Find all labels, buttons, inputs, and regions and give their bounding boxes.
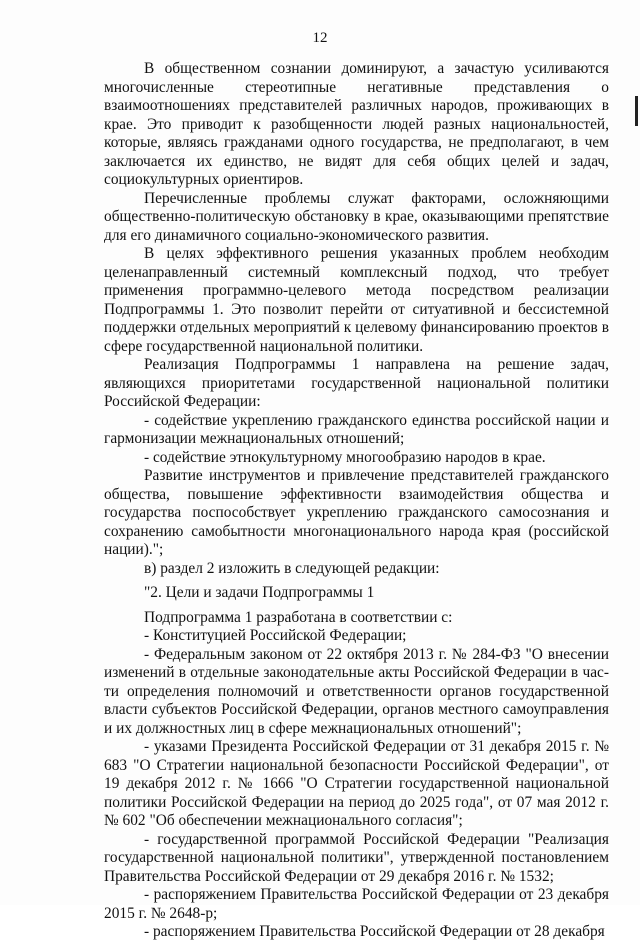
paragraph-stereotypes: В общественном сознании доминируют, а зачастую усиливаются многочисленные стереотипные негативные представления о взаимоотношениях представителей различных народов, проживающих в крае. Это приводит к разобщенности людей разных национальностей, которые, являясь гражданами одного государства, не предполагают, в чем заключается их единство, не видят для себя общих целей и задач, социокультурных ориентиров. — [104, 60, 609, 188]
list-item-unity: - содействие укреплению гражданского единства российской нации и гармонизации межнациональных отношений; — [104, 411, 609, 447]
paragraph-priorities: Реализация Подпрограммы 1 направлена на решение задач, являющихся приоритетами государственной национальной политики Российской Федерации: — [104, 356, 609, 410]
list-item-presidential-decrees: - указами Президента Российской Федерации от 31 декабря 2015 г. № 683 "О Стратегии национальной безопасности Российской Федерации", от 19 декабря 2012 г. № 1666 "О Стратегии государственной национальной политики Российской Федерации на период до 2025 года", от 07 мая 2012 г. № 602 "Об обеспечении межнационального согласия"; — [104, 738, 609, 829]
section-heading: "2. Цели и задачи Подпрограммы 1 — [144, 584, 375, 601]
paragraph-basis: Подпрограмма 1 разработана в соответствии с: — [144, 608, 453, 626]
scan-edge-mark — [635, 96, 638, 126]
paragraph-civil-society: Развитие инструментов и привлечение представителей гражданского общества, повышение эффективности взаимодействия общества и государства поспособствует укреплению гражданского самосознания и сохранению самобытности многонационального народа края (российской нации)."; — [104, 467, 609, 558]
list-item-diversity: - содействие этнокультурному многообразию народов в крае. — [144, 448, 546, 466]
paragraph-section-instruction: в) раздел 2 изложить в следующей редакции: — [144, 559, 440, 577]
paragraph-approach: В целях эффективного решения указанных проблем необходим целенаправленный системный комплексный подход, что требует применения программно-целевого метода посредством реализации Подпрограммы 1. Это позволит перейти от ситуативной и бессистемной поддержки отдельных мероприятий к целевому финансированию проектов в сфере государственной национальной политики. — [104, 245, 609, 355]
list-item-state-program: - государственной программой Российской Федерации "Реализация государственной национальной политики", утвержденной постановлением Правительства Российской Федерации от 29 декабря 2016 г. № 1532; — [104, 830, 609, 885]
page-number: 12 — [312, 30, 328, 46]
list-item-constitution: - Конституцией Российской Федерации; — [144, 627, 407, 644]
list-item-order-december-28: - распоряжением Правительства Российской Федерации от 28 декабря — [144, 923, 605, 940]
paragraph-problems: Перечисленные проблемы служат факторами, осложняющими общественно-политическую обстановку в крае, оказывающими препятствие для его динамичного социально-экономического развития. — [104, 189, 609, 244]
list-item-order-2648: - распоряжением Правительства Российской Федерации от 23 декабря 2015 г. № 2648-р; — [104, 886, 609, 922]
document-body — [104, 60, 609, 942]
list-item-federal-law: - Федеральным законом от 22 октября 2013 г. № 284-ФЗ "О внесении изменений в отдельные законодательные акты Российской Федерации в части определения полномочий и ответственности органов государственной власти субъектов Российской Федерации, органов местного самоуправления и их должностных лиц в сфере межнациональных отношений"; — [104, 645, 609, 737]
